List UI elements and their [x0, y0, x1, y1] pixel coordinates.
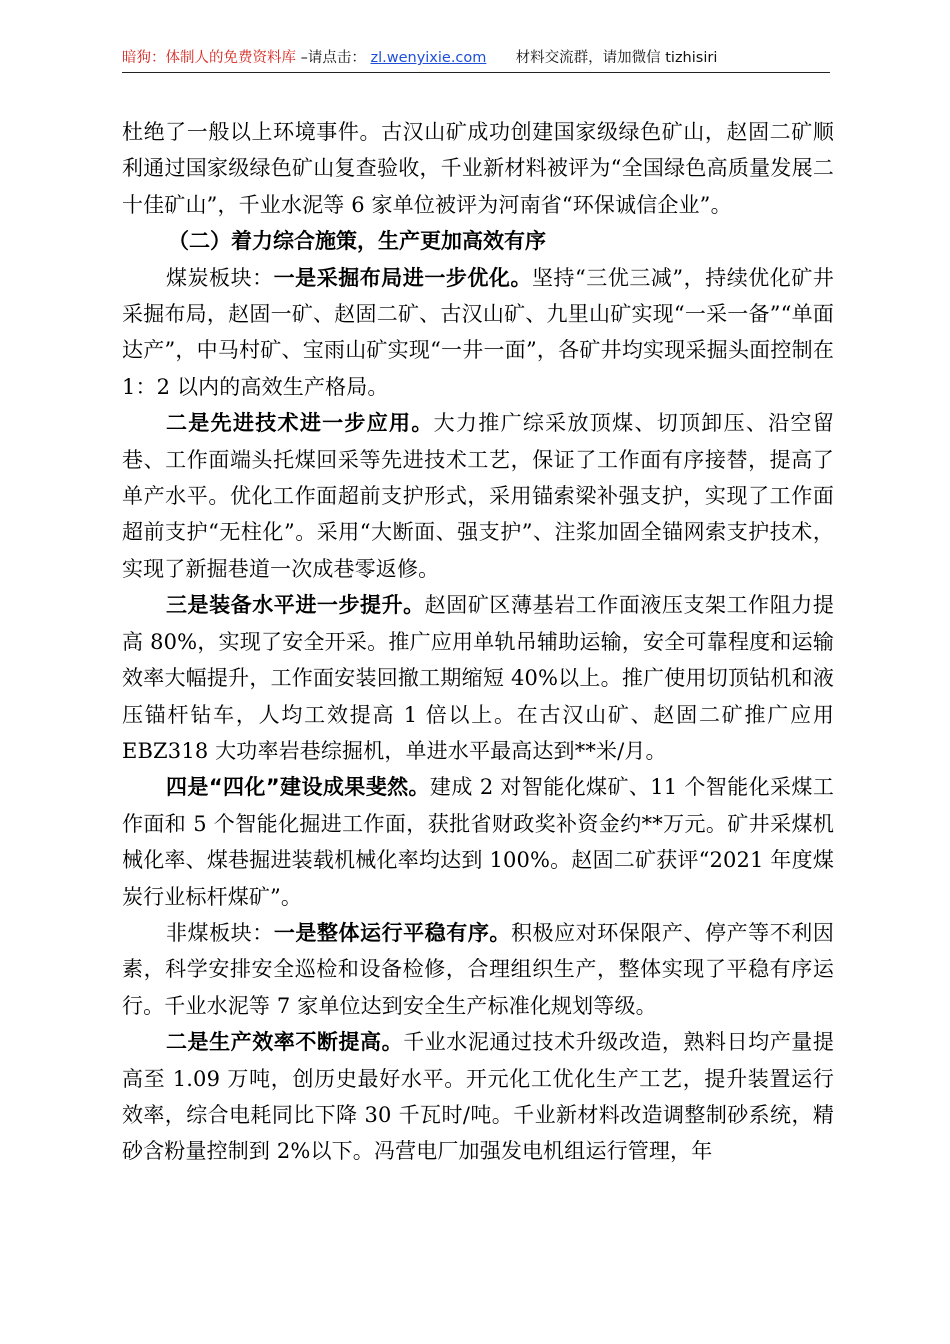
- noncoal-p1-body: 积极应对环保限产、停产等不利因素，科学安排安全巡检和设备检修，合理组织生产，整体实现了平稳有序运行。千业水泥等 7 家单位达到安全生产标准化规划等级。: [122, 920, 835, 1018]
- coal-p4-lead: 四是“四化”建设成果斐然。: [166, 775, 430, 800]
- header-brand: 暗狗：体制人的免费资料库: [122, 50, 296, 66]
- paragraph-coal-4: [122, 769, 834, 915]
- coal-p3-body: 赵固矿区薄基岩工作面液压支架工作阻力提高 80%，实现了安全开采。推广应用单轨吊辅助运输，安全可靠程度和运输效率大幅提升，工作面安装回撤工期缩短 40%以上。推广使用切顶钻机和液压锚杆钻车，人均工效提高 1 倍以上。在古汉山矿、赵固二矿推广应用 EBZ318 大功率岩巷综掘机，单进水平最高达到**米/月。: [122, 593, 834, 763]
- header-group: 材料交流群，请加微信 tizhisiri: [515, 50, 718, 66]
- noncoal-p2-lead: 二是生产效率不断提高。: [166, 1030, 404, 1055]
- paragraph-noncoal-1: [122, 915, 834, 1024]
- document-body: [122, 114, 834, 1170]
- paragraph-intro: 杜绝了一般以上环境事件。古汉山矿成功创建国家级绿色矿山，赵固二矿顺利通过国家级绿色矿山复查验收，千业新材料被评为“全国绿色高质量发展二十佳矿山”，千业水泥等 6 家单位被评为河南省“环保诚信企业”。: [122, 120, 834, 217]
- coal-prefix: 煤炭板块：: [166, 265, 274, 290]
- page-header: [122, 44, 830, 72]
- paragraph-coal-1: [122, 260, 834, 406]
- coal-p1-body: 坚持“三优三减”，持续优化矿井采掘布局，赵固一矿、赵固二矿、古汉山矿、九里山矿实现“一采一备”“单面达产”，中马村矿、宝雨山矿实现“一井一面”，各矿井均实现采掘头面控制在 1：2 以内的高效生产格局。: [122, 265, 834, 399]
- section-title: （二）着力综合施策，生产更加高效有序: [168, 229, 546, 254]
- coal-p4-body: 建成 2 对智能化煤矿、11 个智能化采煤工作面和 5 个智能化掘进工作面，获批省财政奖补资金约**万元。矿井采煤机械化率、煤巷掘进装载机械化率均达到 100%。赵固二矿获评“2021 年度煤炭行业标杆煤矿”。: [122, 775, 834, 909]
- coal-p3-lead: 三是装备水平进一步提升。: [166, 593, 425, 618]
- paragraph-coal-2: [122, 405, 834, 587]
- paragraph-noncoal-2: [122, 1024, 834, 1170]
- noncoal-p1-lead: 一是整体运行平稳有序。: [273, 920, 511, 945]
- coal-p2-lead: 二是先进技术进一步应用。: [166, 411, 434, 436]
- header-prompt: –请点击：: [300, 50, 366, 66]
- header-link[interactable]: zl.wenyixie.com: [370, 50, 487, 66]
- header-divider: [122, 72, 830, 73]
- paragraph-coal-3: [122, 587, 834, 769]
- coal-p2-body: 大力推广综采放顶煤、切顶卸压、沿空留巷、工作面端头托煤回采等先进技术工艺，保证了工作面有序接替，提高了单产水平。优化工作面超前支护形式，采用锚索梁补强支护，实现了工作面超前支护“无柱化”。采用“大断面、强支护”、注浆加固全锚网索支护技术，实现了新掘巷道一次成巷零返修。: [122, 411, 834, 581]
- coal-p1-lead: 一是采掘布局进一步优化。: [273, 265, 532, 290]
- noncoal-p2-body: 千业水泥通过技术升级改造，熟料日均产量提高至 1.09 万吨，创历史最好水平。开元化工优化生产工艺，提升装置运行效率，综合电耗同比下降 30 千瓦时/吨。千业新材料改造调整制砂系统，精砂含粉量控制到 2%以下。冯营电厂加强发电机组运行管理，年: [122, 1030, 835, 1164]
- noncoal-prefix: 非煤板块：: [166, 920, 274, 945]
